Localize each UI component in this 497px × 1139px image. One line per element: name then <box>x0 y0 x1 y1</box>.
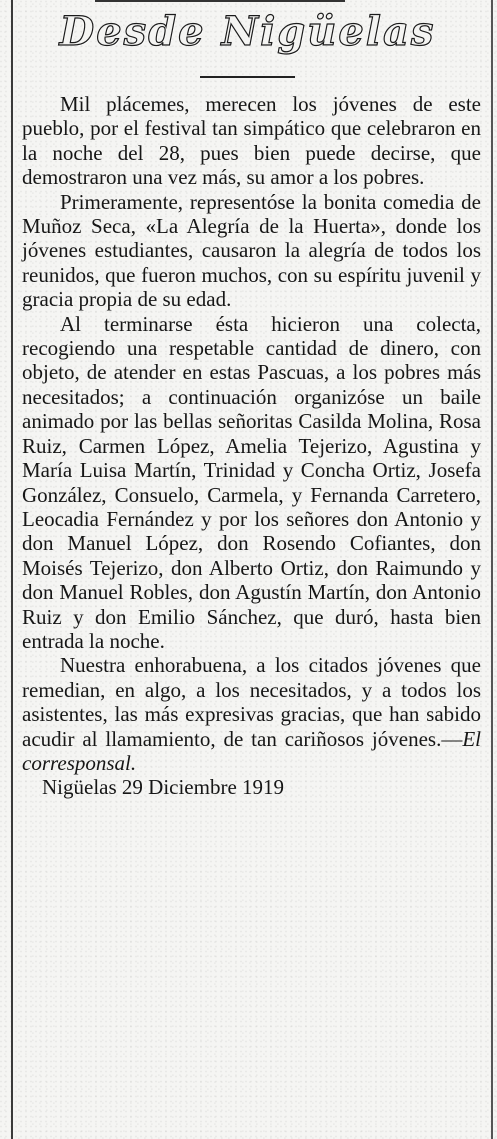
paragraph-4 <box>22 653 481 775</box>
paragraph-3: Al terminarse ésta hicieron una colecta, recogiendo una respetable cantidad de dinero, con objeto, de atender en estas Pascuas, a los pobres más necesitados; a continuación organizóse un baile animado por las bellas señoritas Casilda Molina, Rosa Ruiz, Carmen López, Amelia Tejerizo, Agustina y María Luisa Martín, Trinidad y Concha Ortiz, Josefa González, Consuelo, Carmela, y Fernanda Carretero, Leocadia Fernández y por los señores don Antonio y don Manuel López, don Rosendo Cofiantes, don Moisés Tejerizo, don Alberto Ortiz, don Raimundo y don Manuel Robles, don Agustín Martín, don Antonio Ruiz y don Emilio Sánchez, que duró, hasta bien entrada la noche. <box>22 311 481 653</box>
left-column-rule <box>11 0 13 1139</box>
top-rule <box>95 0 345 2</box>
paragraph-2: Primeramente, representóse la bonita comedia de Muñoz Seca, «La Alegría de la Huerta», donde los jóvenes estudiantes, causaron la alegría de todos los reunidos, que fueron muchos, con su espíritu juvenil y gracia propia de su edad. <box>22 189 481 312</box>
paragraph-1: Mil plácemes, merecen los jóvenes de este pueblo, por el festival tan simpático que celebraron en la noche del 28, pues bien puede decirse, que demostraron una vez más, su amor a los pobres. <box>22 92 481 190</box>
paragraph-4-text: Nuestra enhorabuena, a los citados jóvenes que remedian, en algo, a los necesitados, y a todos los asistentes, las más expresivas gracias, que han sabido acudir al llamamiento, de tan cariñosos jóvenes.— <box>22 653 481 751</box>
article-body <box>22 92 481 800</box>
signature: El corresponsal. <box>22 726 481 775</box>
article-title: Desde Nigüelas <box>59 8 436 55</box>
right-column-rule <box>491 0 493 1139</box>
dateline: Nigüelas 29 Diciembre 1919 <box>42 775 285 800</box>
title-underline <box>200 76 295 78</box>
